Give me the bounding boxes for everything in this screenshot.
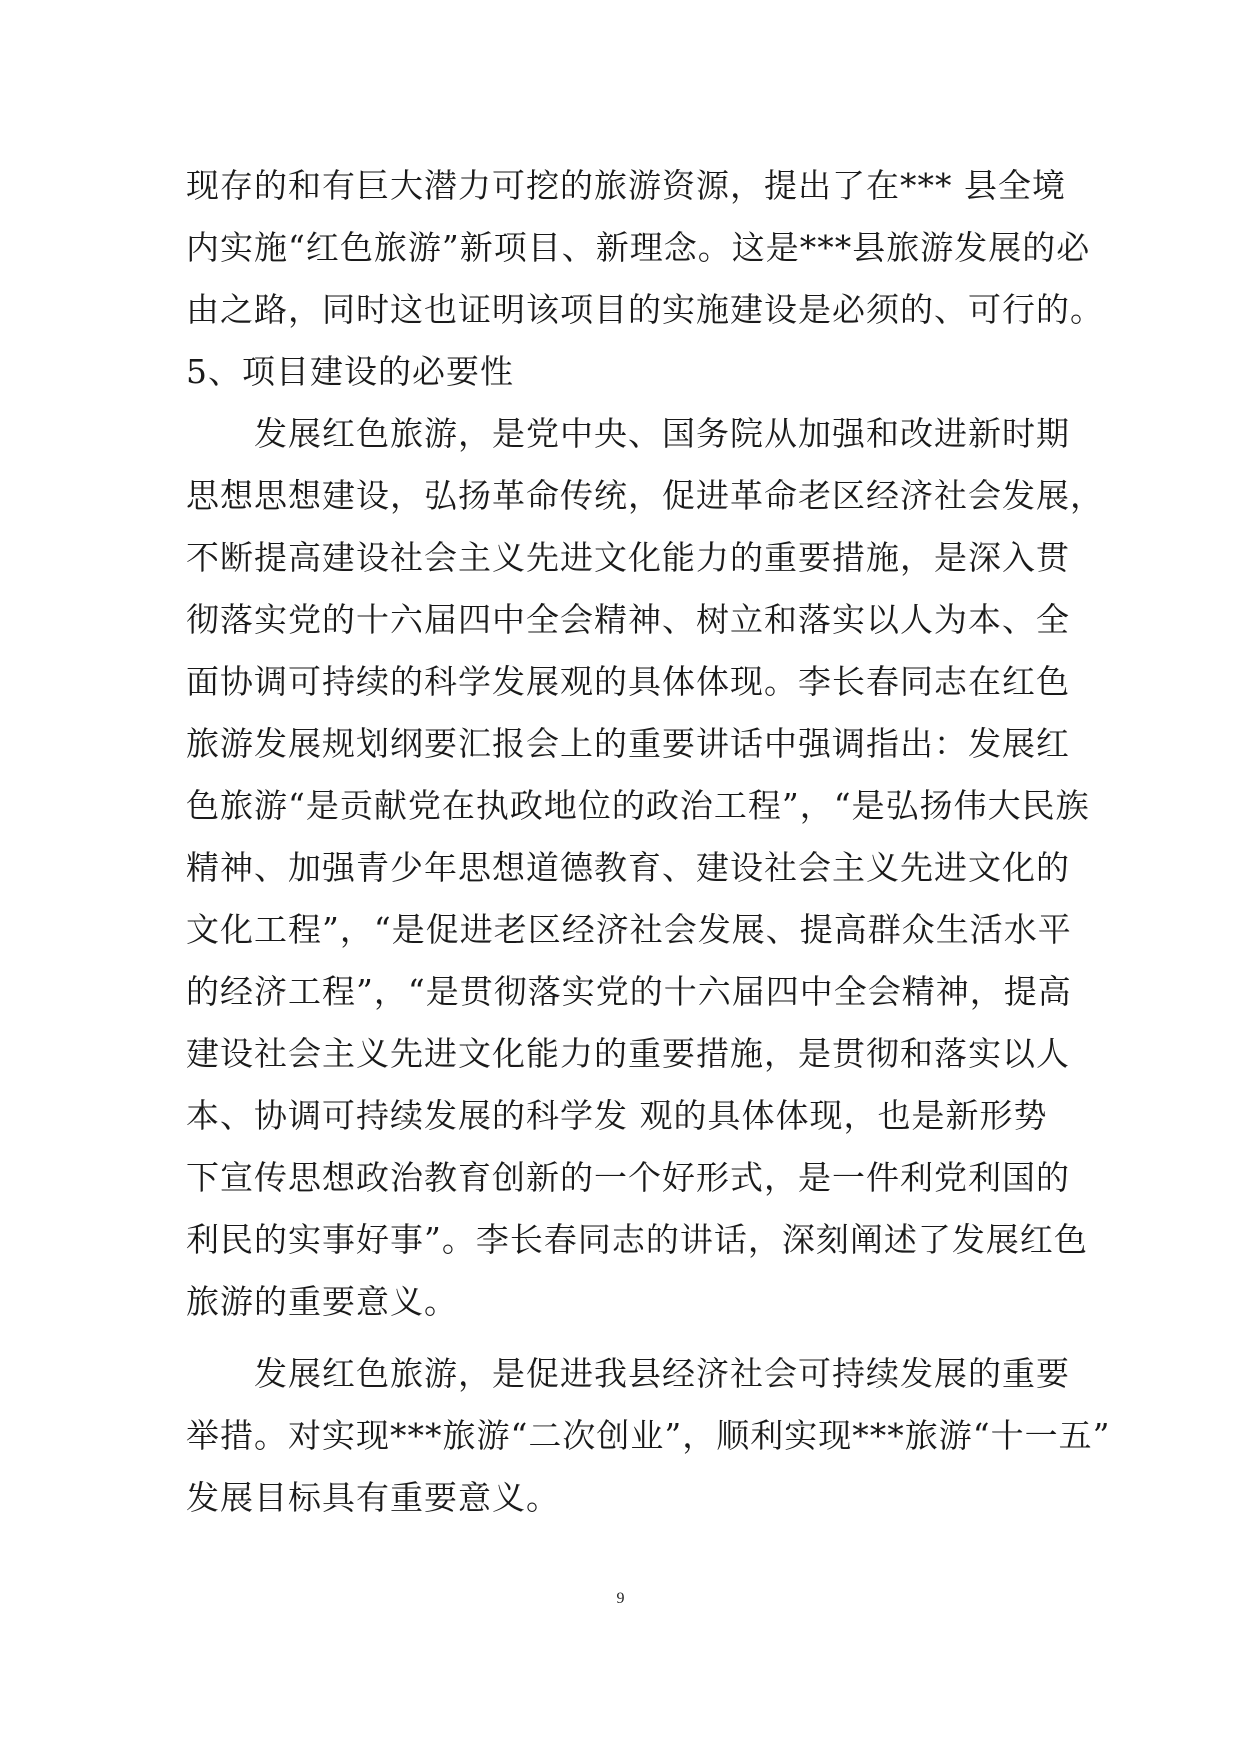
- paragraph-line: 思想思想建设，弘扬革命传统，促进革命老区经济社会发展，: [186, 476, 1104, 515]
- paragraph-line: 下宣传思想政治教育创新的一个好形式，是一件利党利国的: [186, 1158, 1070, 1197]
- paragraph-line: 建设社会主义先进文化能力的重要措施，是贯彻和落实以人: [186, 1034, 1070, 1073]
- section-heading: 5、项目建设的必要性: [186, 352, 514, 391]
- paragraph-line: 精神、加强青少年思想道德教育、建设社会主义先进文化的: [186, 848, 1070, 887]
- body-text: [186, 155, 1111, 1529]
- paragraph-line: 由之路，同时这也证明该项目的实施建设是必须的、可行的。: [186, 290, 1104, 329]
- paragraph-line: 内实施“红色旅游”新项目、新理念。这是***县旅游发展的必: [186, 228, 1091, 267]
- paragraph-line: 发展红色旅游，是党中央、国务院从加强和改进新时期: [254, 414, 1070, 453]
- paragraph-line: 色旅游“是贡献党在执政地位的政治工程”，“是弘扬伟大民族: [186, 786, 1090, 825]
- paragraph-line: 现存的和有巨大潜力可挖的旅游资源，提出了在*** 县全境: [186, 166, 1066, 205]
- paragraph-line: 举措。对实现***旅游“二次创业”，顺利实现***旅游“十一五”: [186, 1416, 1111, 1455]
- paragraph-line: 旅游的重要意义。: [186, 1282, 458, 1321]
- paragraph-line: 旅游发展规划纲要汇报会上的重要讲话中强调指出：发展红: [186, 724, 1070, 763]
- paragraph-line: 面协调可持续的科学发展观的具体体现。李长春同志在红色: [186, 662, 1070, 701]
- paragraph-line: 彻落实党的十六届四中全会精神、树立和落实以人为本、全: [186, 600, 1070, 639]
- paragraph-line: 发展目标具有重要意义。: [186, 1478, 560, 1517]
- paragraph-line: 文化工程”，“是促进老区经济社会发展、提高群众生活水平: [186, 910, 1072, 949]
- paragraph-line: 发展红色旅游，是促进我县经济社会可持续发展的重要: [254, 1354, 1070, 1393]
- page-number: 9: [616, 1590, 625, 1607]
- paragraph-line: 本、协调可持续发展的科学发 观的具体体现，也是新形势: [186, 1096, 1048, 1135]
- paragraph-line: 的经济工程”，“是贯彻落实党的十六届四中全会精神，提高: [186, 972, 1072, 1011]
- paragraph-line: 不断提高建设社会主义先进文化能力的重要措施，是深入贯: [186, 538, 1070, 577]
- paragraph-line: 利民的实事好事”。李长春同志的讲话，深刻阐述了发展红色: [186, 1220, 1088, 1259]
